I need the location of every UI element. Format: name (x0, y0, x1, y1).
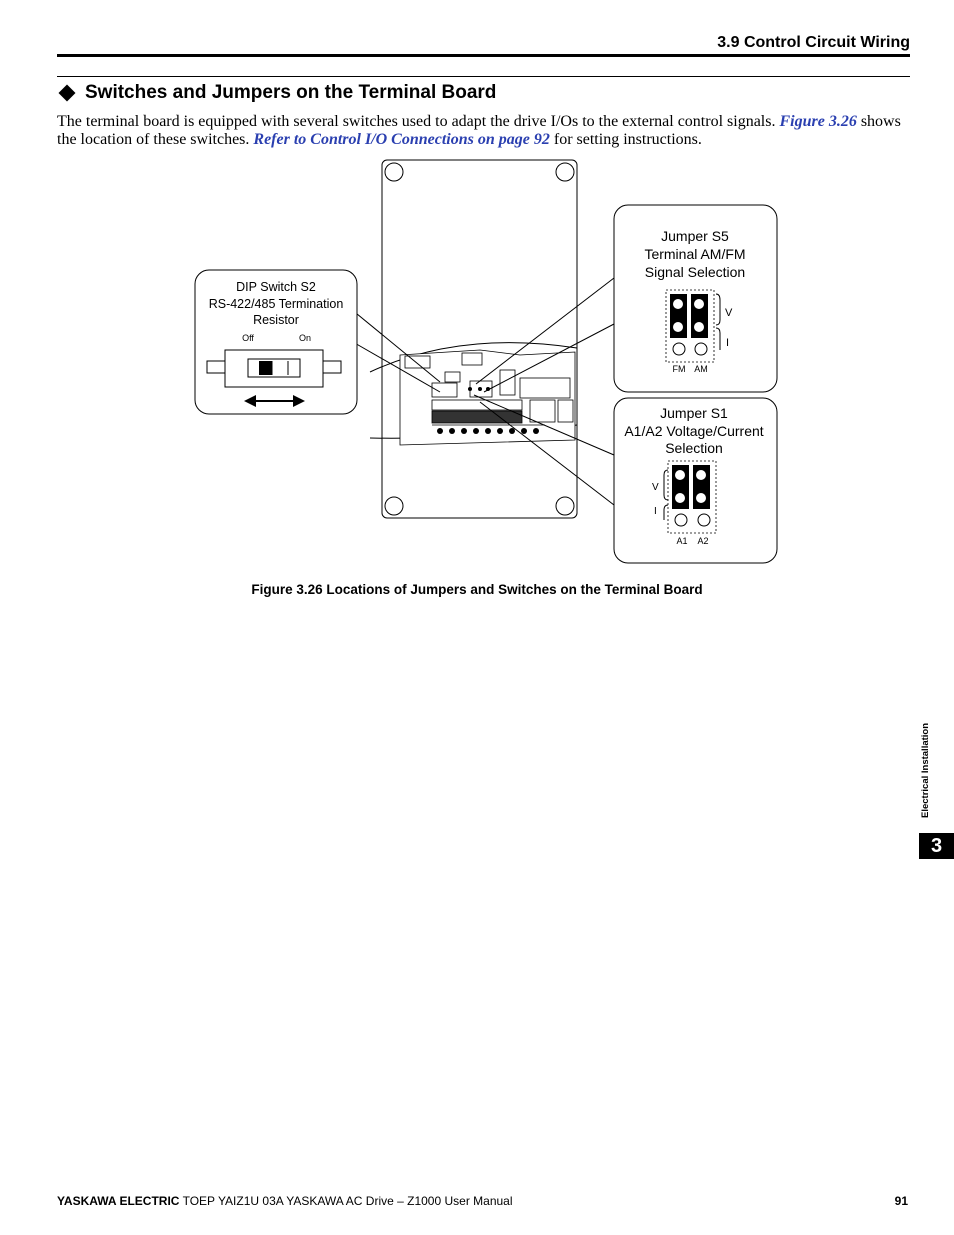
terminal-board (400, 350, 575, 445)
jumper-s1-a1-label: A1 (676, 536, 688, 546)
footer-text (57, 1194, 513, 1208)
footer-doc: TOEP YAIZ1U 03A YASKAWA AC Drive – Z1000 User Manual (179, 1194, 513, 1208)
jumper-s5-subtitle-2: Signal Selection (644, 264, 746, 280)
drive-enclosure (370, 160, 577, 518)
page-number: 91 (894, 1194, 908, 1208)
footer-brand: YASKAWA ELECTRIC (57, 1194, 180, 1208)
jumper-s5-callout (614, 205, 777, 392)
para-text-2: shows the location of these switches. (57, 113, 901, 148)
terminal-board-figure (0, 0, 954, 600)
jumper-s5-i-label: I (726, 337, 730, 349)
side-tab-label: Electrical Installation (920, 722, 931, 818)
jumper-s5-am-label: AM (694, 364, 708, 374)
dip-switch-slider (259, 361, 272, 375)
dip-switch-subtitle-2: Resistor (253, 313, 299, 327)
dip-switch-s2-callout (195, 270, 357, 414)
figure-link[interactable]: Figure 3.26 (779, 113, 857, 130)
section-header: 3.9 Control Circuit Wiring (717, 34, 910, 51)
dip-switch-on-label: On (298, 333, 312, 343)
page-reference-link[interactable]: Refer to Control I/O Connections on page 92 (253, 131, 550, 148)
jumper-s5-subtitle: Terminal AM/FM (644, 246, 746, 262)
jumper-s1-title: Jumper S1 (660, 405, 728, 421)
jumper-s1-v-label: V (652, 482, 659, 493)
jumper-s5-fm-label: FM (672, 364, 686, 374)
para-text-3: for setting instructions. (549, 131, 702, 148)
jumper-s1-callout (614, 398, 777, 563)
jumper-s1-subtitle: A1/A2 Voltage/Current (624, 423, 764, 439)
section-title-text: Switches and Jumpers on the Terminal Board (85, 82, 497, 103)
chapter-tab: 3 (919, 833, 954, 859)
jumper-s1-i-label: I (654, 506, 657, 517)
dip-switch-off-label: Off (242, 333, 254, 343)
jumper-s5-title: Jumper S5 (661, 228, 729, 244)
jumper-s1-a2-label: A2 (697, 536, 709, 546)
dip-switch-title: DIP Switch S2 (236, 280, 316, 294)
dip-switch-subtitle: RS-422/485 Termination (208, 297, 344, 311)
jumper-s5-v-label: V (725, 307, 733, 319)
figure-caption: Figure 3.26 Locations of Jumpers and Switches on the Terminal Board (251, 582, 703, 597)
para-text-1: The terminal board is equipped with several switches used to adapt the drive I/Os to the external control signals. (57, 113, 780, 130)
jumper-s1-subtitle-2: Selection (665, 440, 723, 456)
